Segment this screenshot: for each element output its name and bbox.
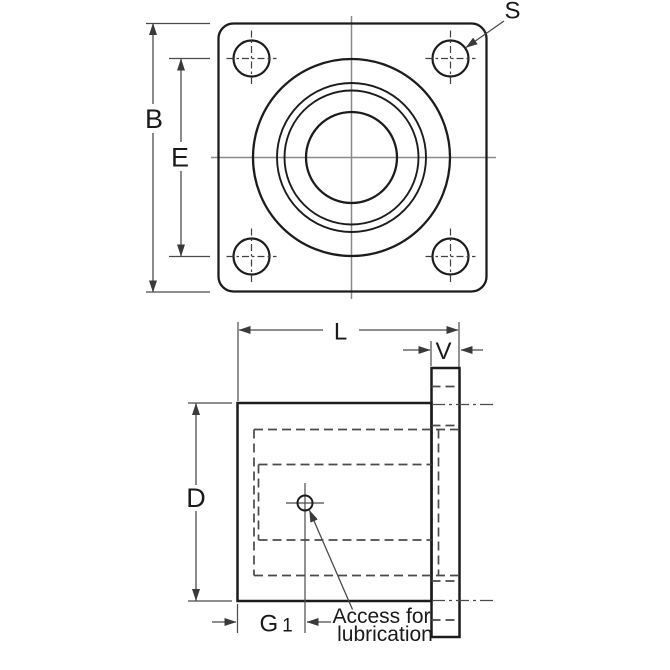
dimension-g1-main: G bbox=[259, 610, 279, 638]
lubrication-hole bbox=[286, 483, 324, 633]
dimension-g1-subscript: 1 bbox=[282, 615, 293, 637]
lubrication-callout bbox=[310, 511, 433, 647]
lubrication-leader-line bbox=[310, 511, 353, 610]
bolt-hole-bottom-right bbox=[426, 229, 476, 285]
dimension-d bbox=[186, 403, 232, 601]
bolt-hole-top-left bbox=[227, 31, 277, 87]
dimension-g1-label bbox=[260, 611, 293, 638]
dimension-e bbox=[169, 59, 210, 257]
lubrication-note-line1: Access for bbox=[332, 605, 431, 628]
dimension-l-label: L bbox=[333, 318, 348, 346]
dimension-b-label: B bbox=[144, 104, 164, 134]
dimension-d-label: D bbox=[186, 483, 206, 513]
bolt-hole-top-right bbox=[426, 31, 476, 87]
front-view bbox=[211, 16, 496, 299]
side-view bbox=[238, 368, 495, 637]
s-leader-line bbox=[466, 21, 504, 48]
dimension-e-label: E bbox=[170, 142, 190, 173]
dimension-v-label: V bbox=[435, 338, 452, 365]
dimension-g1 bbox=[212, 604, 331, 638]
flange-plate-outline bbox=[432, 368, 460, 637]
housing-body-outline bbox=[238, 403, 432, 601]
lubrication-note-line2: lubrication bbox=[337, 623, 433, 646]
dimension-l bbox=[238, 319, 459, 402]
dimension-v bbox=[403, 338, 483, 366]
callout-s-label: S bbox=[504, 0, 521, 25]
bolt-hole-bottom-left bbox=[227, 229, 277, 285]
